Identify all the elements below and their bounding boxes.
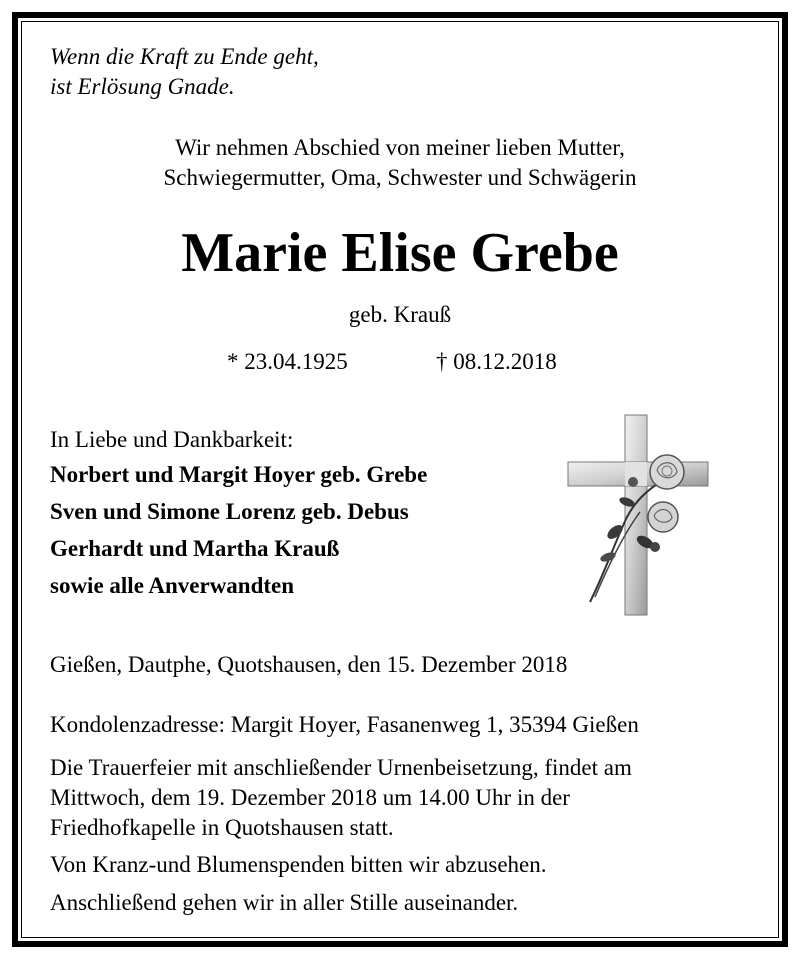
place-date: Gießen, Dautphe, Quotshausen, den 15. Dezember 2018 — [50, 652, 568, 677]
ceremony-line-3: Friedhofkapelle in Quotshausen statt. — [50, 815, 394, 840]
mourners-heading: In Liebe und Dankbarkeit: — [50, 427, 294, 452]
motto-line-2: ist Erlösung Gnade. — [50, 74, 235, 99]
intro-line-2: Schwiegermutter, Oma, Schwester und Schwägerin — [163, 165, 637, 190]
condolence-address: Kondolenzadresse: Margit Hoyer, Fasanenweg 1, 35394 Gießen — [50, 712, 639, 737]
deceased-name: Marie Elise Grebe — [181, 222, 619, 284]
mourner-1: Norbert und Margit Hoyer geb. Grebe — [50, 462, 428, 487]
birth-date: * 23.04.1925 — [227, 349, 348, 374]
closing-note: Anschließend gehen wir in aller Stille auseinander. — [50, 890, 519, 915]
intro-line-1: Wir nehmen Abschied von meiner lieben Mutter, — [175, 135, 625, 160]
ceremony-line-2: Mittwoch, dem 19. Dezember 2018 um 14.00 Uhr in der — [50, 785, 570, 810]
motto-line-1: Wenn die Kraft zu Ende geht, — [50, 44, 319, 69]
death-date: † 08.12.2018 — [436, 349, 557, 374]
mourner-3: Gerhardt und Martha Krauß — [50, 536, 340, 561]
mourner-4: sowie alle Anverwandten — [50, 573, 295, 598]
cross-with-roses-icon — [565, 412, 710, 618]
birth-name: geb. Krauß — [348, 302, 452, 327]
flowers-note: Von Kranz-und Blumenspenden bitten wir abzusehen. — [50, 852, 547, 877]
ceremony-line-1: Die Trauerfeier mit anschließender Urnenbeisetzung, findet am — [50, 755, 632, 780]
mourner-2: Sven und Simone Lorenz geb. Debus — [50, 499, 409, 524]
